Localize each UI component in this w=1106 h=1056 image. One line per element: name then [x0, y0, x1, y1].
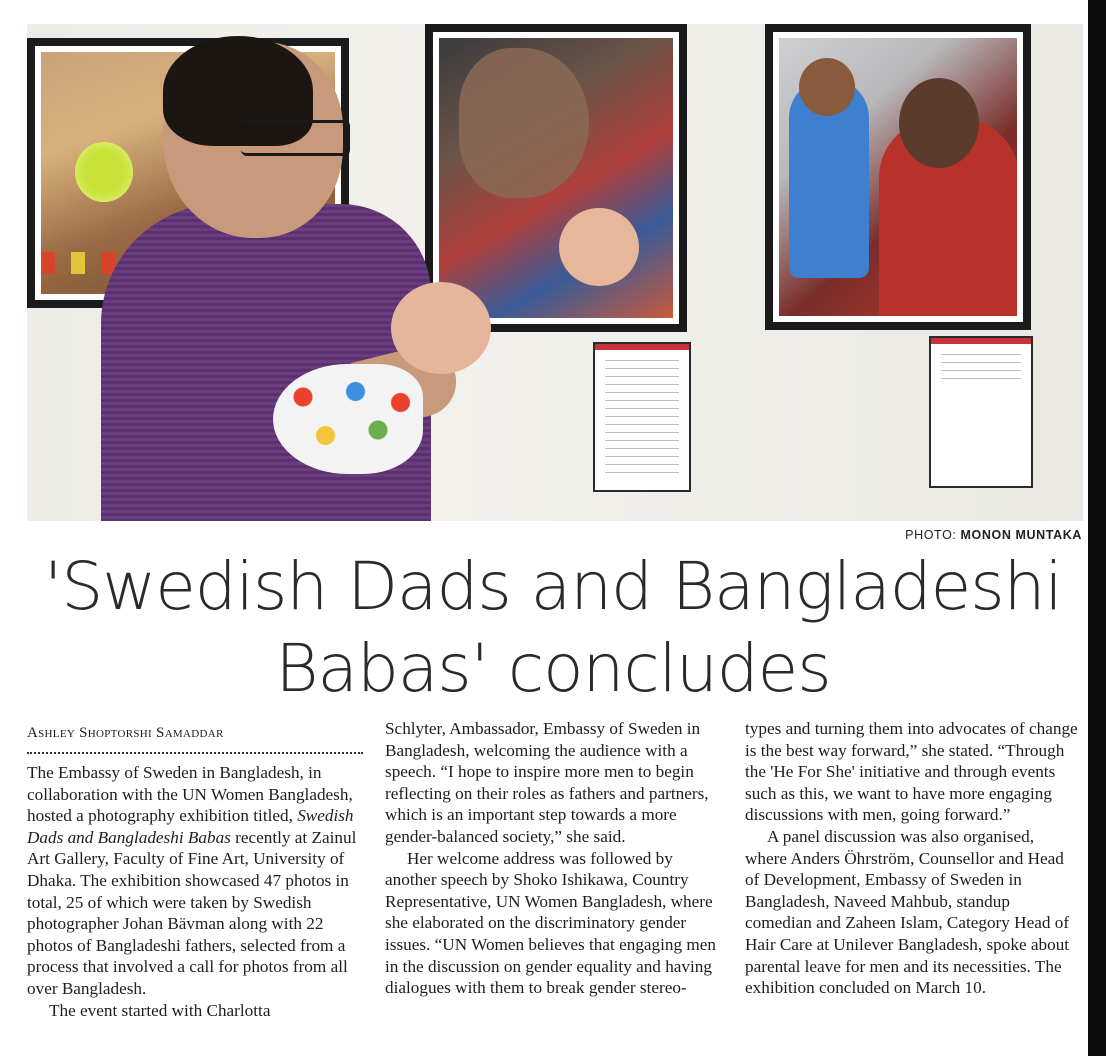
- article-headline: 'Swedish Dads and Bangladeshi Babas' concludes: [44, 548, 1062, 707]
- page-edge-strip: [1088, 0, 1106, 1056]
- baby: [391, 282, 491, 374]
- article-paragraph: Schlyter, Ambassador, Embassy of Sweden in Bangladesh, welcoming the audience with a speech. “I hope to inspire more men to begin reflecting on their roles as fathers and partners, which is an important step towards a more gender-balanced society,” she said.: [385, 719, 709, 846]
- byline: Ashley Shoptorshi Samaddar: [27, 725, 224, 741]
- byline-divider: [27, 752, 363, 754]
- article-paragraph: Her welcome address was followed by another speech by Shoko Ishikawa, Country Representative, UN Women Bangladesh, where she elaborated on the discriminatory gender issues. “UN Women believes that engaging men in the discussion on gender equality and having dialogues with them to break gender stereo-: [385, 848, 716, 998]
- article-photo: [27, 24, 1083, 521]
- article-paragraph: The Embassy of Sweden in Bangladesh, in collaboration with the UN Women Bangladesh, hosted a photography exhibition titled, Swedish Dads and Bangladeshi Babas recently at Zainul Art Gallery, Faculty of Fine Art, University of Dhaka. The exhibition showcased 47 photos in total, 25 of which were taken by Swedish photographer Johan Bävman along with 22 photos of Bangladeshi fathers, selected from a process that involved a call for photos from all over Bangladesh.: [27, 763, 357, 998]
- framed-photo-right: [765, 24, 1031, 330]
- article-column-3: [745, 718, 1078, 999]
- photo-caption-card: [593, 342, 691, 492]
- photo-credit: PHOTO: MONON MUNTAKA: [905, 528, 1082, 542]
- glasses: [241, 120, 350, 156]
- article-paragraph: types and turning them into advocates of change is the best way forward,” she stated. “Through the 'He For She' initiative and through events such as this, we want to have more engaging discussions with men, going forward.”: [745, 719, 1078, 825]
- photo-caption-card: [929, 336, 1033, 488]
- article-column-1: [27, 762, 363, 1021]
- star-blanket: [273, 364, 423, 474]
- article-paragraph: A panel discussion was also organised, where Anders Öhrström, Counsellor and Head of Development, Embassy of Sweden in Bangladesh, Naveed Mahbub, standup comedian and Zaheen Islam, Category Head of Hair Care at Unilever Bangladesh, spoke about parental leave for men and its necessities. The exhibition concluded on March 10.: [745, 826, 1070, 998]
- framed-photo-center: [425, 24, 687, 332]
- article-paragraph: The event started with Charlotta: [49, 1000, 271, 1020]
- article-column-2: [385, 718, 727, 999]
